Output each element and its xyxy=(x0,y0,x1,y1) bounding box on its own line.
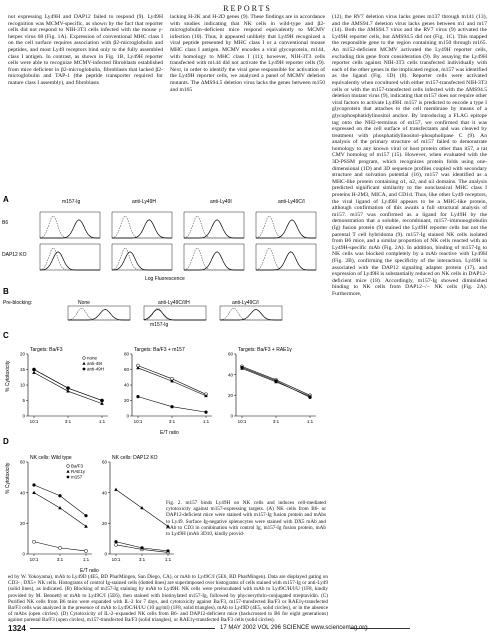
y-tick-label: 10 xyxy=(19,382,25,388)
panel-a-col-title-1: m157-Ig xyxy=(62,199,81,205)
histogram-frame xyxy=(184,212,244,238)
legend-marker xyxy=(66,470,69,473)
panel-d-plots xyxy=(20,455,174,562)
panel-c-plots xyxy=(20,347,316,424)
stained-histogram xyxy=(144,310,206,321)
y-tick-label: 20 xyxy=(19,521,25,527)
control-histogram xyxy=(68,308,130,320)
y-tick-label: 0 xyxy=(104,551,107,557)
text-column-2 xyxy=(170,14,325,196)
panel-b-col-title-3: anti-Ly49C/I xyxy=(232,300,259,306)
series-line xyxy=(34,485,86,516)
data-point-solid xyxy=(58,494,61,497)
y-tick-label: 20 xyxy=(101,521,107,527)
legend-marker xyxy=(83,357,86,360)
stained-histogram xyxy=(68,310,130,321)
data-point-solid xyxy=(100,399,103,402)
data-point-solid xyxy=(84,514,87,517)
plot-title: NK cells: DAP12 KO xyxy=(112,455,158,461)
x-tick-label: 1:1 xyxy=(164,557,172,562)
legend-label: RAE1γ xyxy=(71,469,86,475)
x-tick-label: 1:1 xyxy=(306,419,314,424)
panel-d-x-axis-label: E/T ratio xyxy=(80,568,99,574)
data-point-open xyxy=(84,549,87,552)
panel-b-letter: B xyxy=(3,287,9,296)
panel-a-col-title-2: anti-Ly49H xyxy=(132,199,156,205)
data-point-solid xyxy=(170,405,173,408)
plot-title: NK cells: Wild type xyxy=(30,455,72,461)
x-tick-label: 3:1 xyxy=(138,557,146,562)
panel-a-row-label-dap12: DAP12 KO xyxy=(2,252,27,258)
y-tick-label: 20 xyxy=(227,393,233,399)
footer-rule-right xyxy=(350,628,410,629)
control-histogram xyxy=(184,248,244,270)
y-tick-label: 60 xyxy=(101,459,107,465)
y-tick-label: 60 xyxy=(227,351,233,357)
column-1-text: not expressing Ly49H and DAP12 failed to respond (9). Ly49H recognition was MCMV-specific, as shown by the fact that reporter cells did not respond to NIH-3T3 cells infected with the mouse γ-herpes virus 68 (Fig. 1A). Expression of conventional MHC class I on the cell surface requires association with β2-microglobulin and peptides, and most Ly49 receptors bind only to the fully assembled class I antigen. In contrast, as shown in Fig. 1B, Ly49H reporter cells were able to recognize MCMV-infected fibroblasts established from mice deficient in β2-microglobulin, fibroblasts that lacked β2-microglobulin and TAP-1 (the peptide transporter required for mature class I assembly), and fibroblasts xyxy=(8,14,163,86)
stained-histogram xyxy=(184,252,244,270)
panel-c-x-axis-label: E/T ratio xyxy=(160,430,179,436)
y-tick-label: 60 xyxy=(123,367,129,373)
y-tick-label: 0 xyxy=(126,413,129,419)
panel-b-stain-label: m157-Ig xyxy=(150,322,169,328)
data-point-solid xyxy=(32,483,35,486)
panel-b-col-title-2: anti-Ly49C/I/H xyxy=(158,300,190,306)
stained-histogram xyxy=(112,220,172,238)
stained-histogram xyxy=(184,220,244,238)
histogram-frame xyxy=(256,212,316,238)
panel-a-histograms xyxy=(40,212,316,270)
x-tick-label: 3:1 xyxy=(64,419,72,424)
panel-a-row-label-b6: B6 xyxy=(2,220,9,226)
stained-histogram xyxy=(40,220,100,238)
x-tick-label: 10:1 xyxy=(29,419,39,424)
data-point-solid xyxy=(274,379,277,382)
footer-rule-left xyxy=(30,628,215,629)
column-2-text: lacking H-2K and H-2D genes (9). These findings are in accordance with studies indicating that NK cells in wild-type and β2-microglobulin–deficient mice respond equivalently to MCMV infection (10). Thus, it appeared unlikely that Ly49H recognized a viral peptide presented by MHC class I or a conventional mouse MHC class I antigen. MCMV encodes a viral glycoprotein, m144, with homology to MHC class I (11); however, NIH-3T3 cells transfected with m144 did not activate the Ly49H reporter cells (9). Next, in order to identify the viral gene responsible for activation of the Ly49H reporter cells, we analyzed a panel of MCMV deletion mutants. The ΔMS94.5 deletion virus lacks the genes between m150 and m165 xyxy=(170,14,325,93)
y-tick-label: 15 xyxy=(19,367,25,373)
page-number: 1324 xyxy=(8,624,26,633)
panel-d-y-axis-label: % Cytotoxicity xyxy=(5,462,11,494)
legend-label: Ba/F3 xyxy=(71,463,84,469)
data-point-solid xyxy=(240,366,243,369)
stained-histogram xyxy=(40,252,100,270)
x-tick-label: 10:1 xyxy=(237,419,247,424)
data-point-triangle xyxy=(114,488,118,491)
y-tick-label: 0 xyxy=(22,413,25,419)
legend-marker xyxy=(67,465,70,468)
stained-histogram xyxy=(220,310,282,321)
data-point-solid xyxy=(32,368,35,371)
x-tick-label: 10:1 xyxy=(111,557,121,562)
control-histogram xyxy=(256,216,316,238)
legend-marker xyxy=(83,368,86,371)
figure-caption-part-2 xyxy=(8,574,328,624)
panel-a-x-axis-label: Log Fluorescence xyxy=(145,276,185,282)
y-tick-label: 20 xyxy=(123,398,129,404)
stained-histogram xyxy=(256,220,316,238)
histogram-frame xyxy=(184,244,244,270)
y-tick-label: 40 xyxy=(227,372,233,378)
data-point-solid xyxy=(204,411,207,414)
y-tick-label: 40 xyxy=(101,490,107,496)
series-line xyxy=(34,370,102,401)
plot-title: Targets: Ba/F3 + m157 xyxy=(134,347,185,353)
issue-info: 17 MAY 2002 VOL 296 SCIENCE www.sciencemag.org xyxy=(220,625,368,631)
x-tick-label: 3:1 xyxy=(272,419,280,424)
control-histogram xyxy=(112,216,172,238)
column-3-text: (12), the RV7 deletion virus lacks genes m137 through m141 (13), and the ΔMS94.7 deletion virus lacks genes between m1 and m17 (14). Both the ΔMS94.7 virus and the RV7 virus (9) activated the Ly49H reporter cells, but ΔMS94.5 did not (Fig. 1C). This mapped the responsible gene to the region containing m150 through m165. An m152-deficient MCMV activated the Ly49H reporter cells, excluding this gene from consideration (9). By assaying the Ly49H reporter cells against NIH-3T3 cells transfected individually with each of the other genes in the implicated region, m157 was identified as the ligand (Fig. 1D) (8). Reporter cells were activated equivalently when cocultured with either m157-transfected NIH-3T3 cells or with the m157-transfected cells infected with the ΔMS94.5 deletion mutant virus (9), indicating that m157 does not require other viral factors to activate Ly49H. m157 is predicted to encode a type I glycoprotein that attaches to the cell membrane by means of a glycophosphatidylinositol anchor. By introducing a FLAG epitope tag onto the NH2-terminus of m157, we confirmed that it was expressed on the cell surface of transfectants and was cleaved by treatment with phosphatidylinositol–phospholipase C (9). An analysis of the primary structure of m157 failed to demonstrate homology to any known viral or host protein other than it57, a rat CMV homolog of m157 (15). However, when evaluated with the 3D-PSSM program, which recognizes protein folds using one-dimensional (1D) and 3D sequence profiles coupled with secondary structure and solvation potential (16), m157 was identified as a MHC-like protein containing α1, α2, and α3 domains. The analysis predicted significant similarity to the nonclassical MHC class I proteins H-2M3, MICA, and CD1d. Thus, like other Ly49 receptors, the viral ligand of Ly49H appears to be a MHC-like protein, although confirmation of this awaits a full structural analysis of m157. m157 was confirmed as a ligand for Ly49H by the demonstration that a soluble, recombinant, m157–immunoglobulin (Ig) fusion protein (9) stained the Ly49H reporter cells but not the parental T cell hybridoma (9). m157-Ig stained NK cells isolated from B6 mice, and a similar proportion of NK cells reacted with an Ly49H-specific mAb (Fig. 2A). In addition, binding of m157-Ig to NK cells was blocked completely by a mAb reactive with Ly49H (Fig. 2B), confirming the specificity of the interaction. Ly49H is associated with the DAP12 signaling adapter protein (17), and expression of Ly49H is substantially reduced on NK cells in DAP12-deficient mice (18). Accordingly, m157-Ig showed diminished binding to NK cells from DAP12−/− NK cells (Fig. 2A). Furthermore, xyxy=(332,14,487,297)
data-point-triangle xyxy=(84,524,88,527)
histogram-frame xyxy=(112,212,172,238)
y-tick-label: 0 xyxy=(230,413,233,419)
panel-a-col-title-3: anti-Ly49I xyxy=(210,199,232,205)
x-tick-label: 1:1 xyxy=(202,419,210,424)
y-tick-label: 40 xyxy=(123,382,129,388)
legend-marker xyxy=(67,476,70,479)
data-point-solid xyxy=(140,546,143,549)
panel-a-letter: A xyxy=(3,195,9,204)
x-tick-label: 1:1 xyxy=(82,557,90,562)
data-point-solid xyxy=(308,396,311,399)
histogram-frame xyxy=(68,306,130,320)
plot-title: Targets: Ba/F3 + RAE1γ xyxy=(238,347,292,353)
data-point-solid xyxy=(114,540,117,543)
legend-label: anti-49H xyxy=(87,366,105,372)
histogram-frame xyxy=(256,244,316,270)
text-column-3 xyxy=(332,14,487,614)
legend-label: anti-49I xyxy=(87,361,103,367)
y-tick-label: 40 xyxy=(19,490,25,496)
control-histogram xyxy=(184,216,244,238)
text-column-1 xyxy=(8,14,163,196)
x-tick-label: 10:1 xyxy=(133,419,143,424)
legend-label: none xyxy=(87,355,98,361)
control-histogram xyxy=(220,308,282,320)
data-point-solid xyxy=(136,395,139,398)
caption-part-2-text: ed by W. Yokoyama), mAb to Ly49D (4E5, BD PharMingen, San Diego, CA), or mAb to Ly49C/I (5E6, BD PharMingen). Data are displayed gating on CD3−, DX5+ NK cells. Histograms of control Ig-stained cells (dotted lines) are superimposed over histograms of cells stained with m157-Ig or anti-Ly49 (solid lines), as indicated. (B) Blocking of m157-Ig staining by mAb to Ly49H. NK cells were preincubated with mAb to Ly49C/H/I/U (1F8, kindly provided by M. Bennett) or mAb to Ly49C/I (5E6), then stained with biotinylated m157-Ig, followed by phycoerythrin-conjugated streptavidin. (C) Purified NK cells from B6 mice were expanded with IL-2 for 7 days, and cytotoxicity against Ba/F3, m157-transfected Ba/F3 or RAE1γ-transfected Ba/F3 cells was analyzed in the presence of mAb to Ly49C/H/I/U (10 μg/ml) (1F8, solid triangles), mAb to Ly49D (4E5, solid circles), or in the absence of mAbs (open circles). (D) Cytotoxicity of IL-2–expanded NK cells from B6- and DAP12-deficient mice (backcrossed to B6 for eight generations) against parental Ba/F3 (open circles), m157-transfected Ba/F3 (solid triangles), or RAE1γ-transfected Ba/F3 cells (solid circles). xyxy=(8,574,328,624)
panel-c-y-axis-label: % Cytotoxicity xyxy=(5,360,11,392)
legend-marker xyxy=(82,362,85,365)
x-tick-label: 10:1 xyxy=(29,557,39,562)
panel-d-letter: D xyxy=(3,437,9,446)
panel-b-histograms xyxy=(68,306,282,320)
y-tick-label: 0 xyxy=(22,551,25,557)
y-tick-label: 5 xyxy=(22,398,25,404)
panel-a-col-title-4: anti-Ly49C/I xyxy=(278,199,305,205)
control-histogram xyxy=(144,308,206,320)
page-header: REPORTS xyxy=(223,4,272,13)
data-point-solid xyxy=(66,387,69,390)
y-tick-label: 60 xyxy=(19,459,25,465)
data-point-triangle xyxy=(140,506,144,509)
data-point-open xyxy=(58,546,61,549)
y-tick-label: 20 xyxy=(19,351,25,357)
data-point-open xyxy=(32,540,35,543)
y-tick-label: 80 xyxy=(123,351,129,357)
legend-label: m157 xyxy=(71,474,83,480)
plot-title: Targets: Ba/F3 xyxy=(30,347,63,353)
x-tick-label: 1:1 xyxy=(98,419,106,424)
data-point-triangle xyxy=(32,491,36,494)
stained-histogram xyxy=(256,252,316,270)
x-tick-label: 3:1 xyxy=(168,419,176,424)
stained-histogram xyxy=(112,252,172,270)
panel-b-col-title-1: None xyxy=(78,300,90,306)
series-line xyxy=(34,370,102,401)
panel-b-row-label: Pre-blocking: xyxy=(3,300,33,306)
data-point-triangle xyxy=(58,506,62,509)
series-line xyxy=(138,397,206,413)
caption-part-1-text: Fig. 2. m157 binds Ly49H on NK cells and induces cell-mediated cytotoxicity against m157-expressing targets. (A) NK cells from B6- or DAP12-deficient mice were stained with m157-Ig fusion protein and mAbs to Ly49. Surface Ig-negative splenocytes were stained with DX5 mAb and mAb to CD3 in combination with control Ig, m157-Ig fusion protein, mAb to Ly49H (mAb 3D10, kindly provid- xyxy=(166,500,326,538)
panel-c-letter: C xyxy=(3,331,9,340)
data-point-open xyxy=(114,543,117,546)
x-tick-label: 3:1 xyxy=(56,557,64,562)
